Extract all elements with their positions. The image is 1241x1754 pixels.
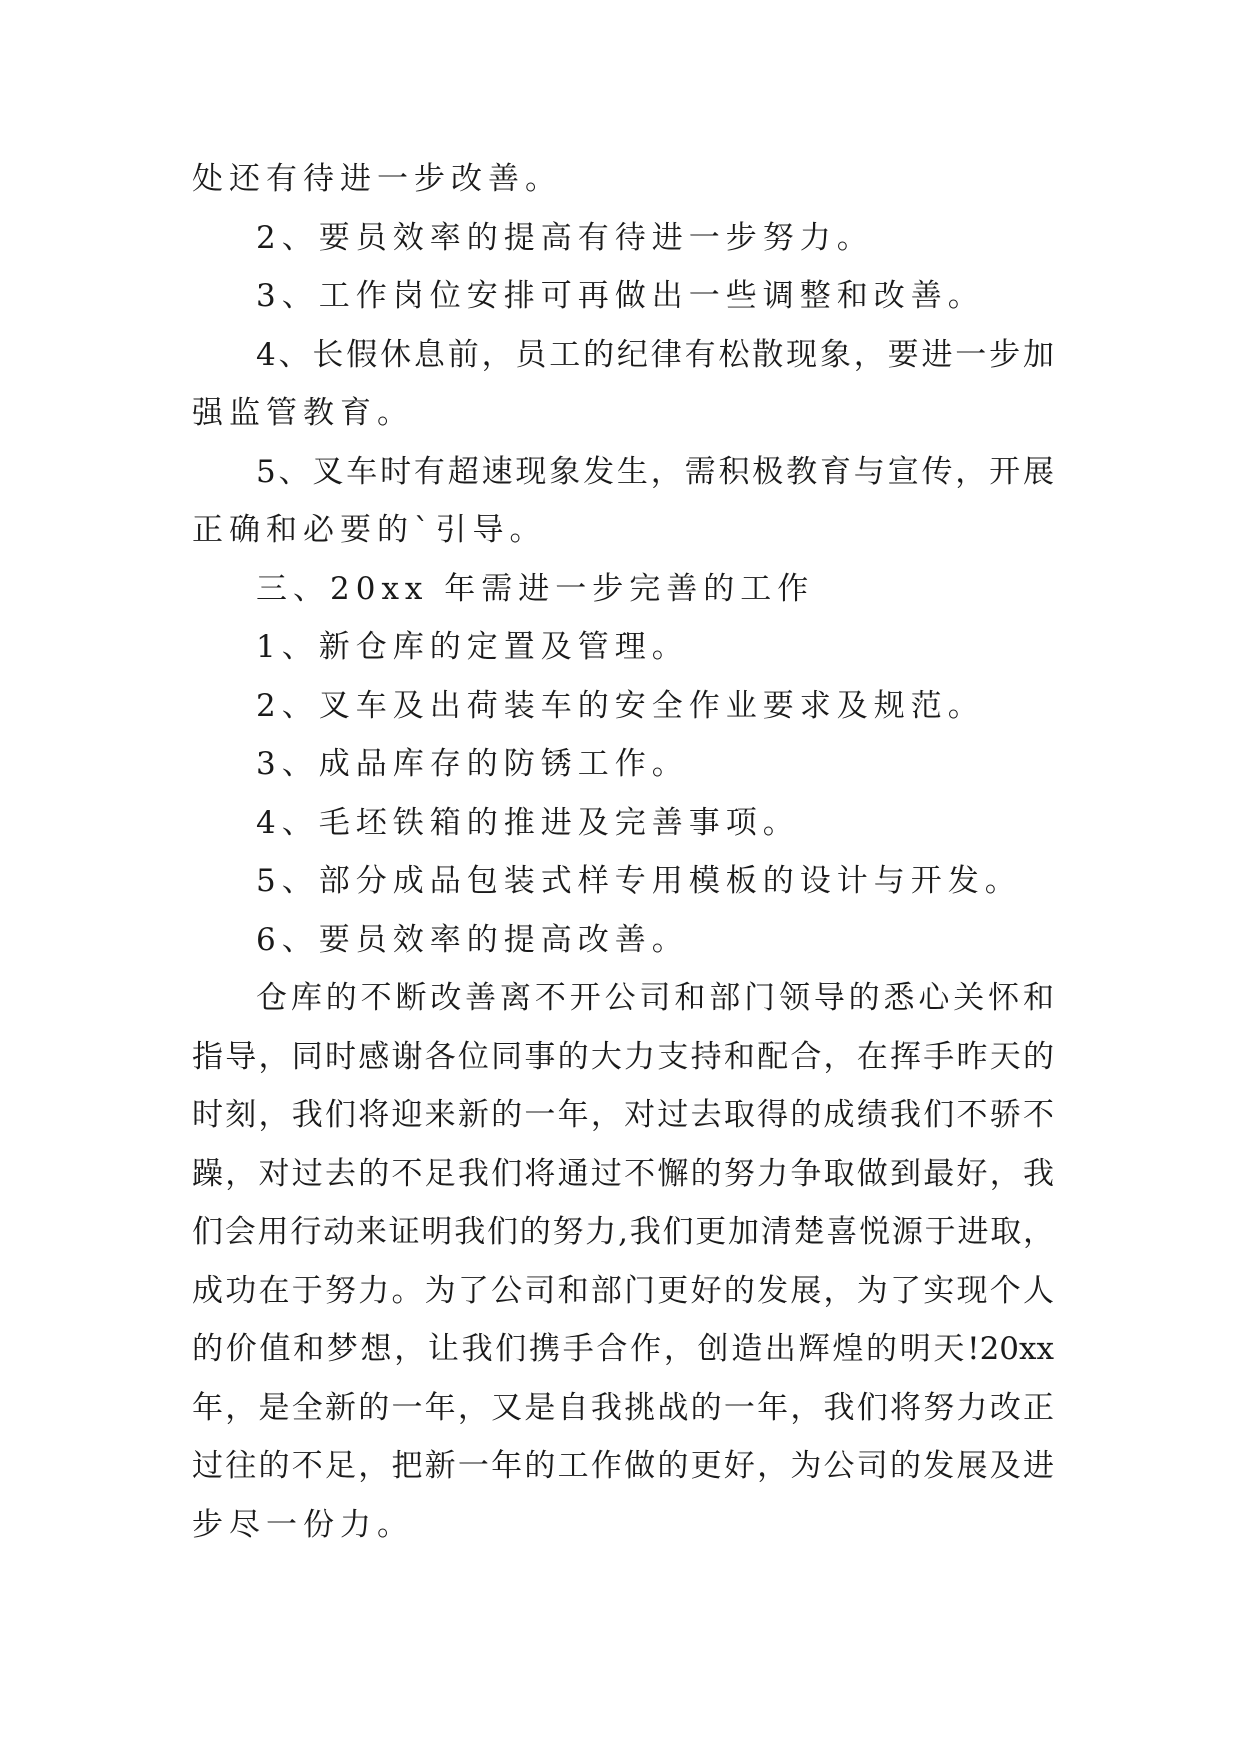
text-line: 3、工作岗位安排可再做出一些调整和改善。 <box>256 278 985 314</box>
text-line: 步尽一份力。 <box>192 1506 414 1543</box>
text-line: 过往的不足，把新一年的工作做的更好，为公司的发展及进 <box>192 1448 1054 1484</box>
text-line: 2、要员效率的提高有待进一步努力。 <box>256 219 874 256</box>
text-line: 1、新仓库的定置及管理。 <box>256 629 689 665</box>
text-line: 5、部分成品包装式样专用模板的设计与开发。 <box>256 863 1022 899</box>
text-line: 5、叉车时有超速现象发生，需积极教育与宣传，开展 <box>256 453 1054 490</box>
text-line: 正确和必要的`引导。 <box>192 512 547 548</box>
text-line: 们会用行动来证明我们的努力,我们更加清楚喜悦源于进取， <box>192 1214 1054 1250</box>
text-line: 指导，同时感谢各位同事的大力支持和配合，在挥手昨天的 <box>192 1038 1054 1075</box>
text-line: 6、要员效率的提高改善。 <box>256 921 689 958</box>
text-line: 3、成品库存的防锈工作。 <box>256 746 689 782</box>
text-line: 的价值和梦想，让我们携手合作，创造出辉煌的明天!20xx <box>192 1331 1054 1367</box>
document-body <box>192 150 1054 1554</box>
text-line: 2、叉车及出荷装车的安全作业要求及规范。 <box>256 687 985 724</box>
text-line: 仓库的不断改善离不开公司和部门领导的悉心关怀和 <box>256 980 1054 1016</box>
text-line: 三、20xx 年需进一步完善的工作 <box>256 570 815 607</box>
text-line: 躁，对过去的不足我们将通过不懈的努力争取做到最好，我 <box>192 1155 1054 1192</box>
text-line: 4、长假休息前，员工的纪律有松散现象，要进一步加 <box>256 336 1054 373</box>
text-line: 时刻，我们将迎来新的一年，对过去取得的成绩我们不骄不 <box>192 1097 1054 1133</box>
text-line: 4、毛坯铁箱的推进及完善事项。 <box>256 804 800 841</box>
text-line: 成功在于努力。为了公司和部门更好的发展，为了实现个人 <box>192 1272 1054 1309</box>
text-line: 强监管教育。 <box>192 395 414 431</box>
text-line: 年，是全新的一年，又是自我挑战的一年，我们将努力改正 <box>192 1389 1054 1426</box>
text-line: 处还有待进一步改善。 <box>192 161 562 197</box>
